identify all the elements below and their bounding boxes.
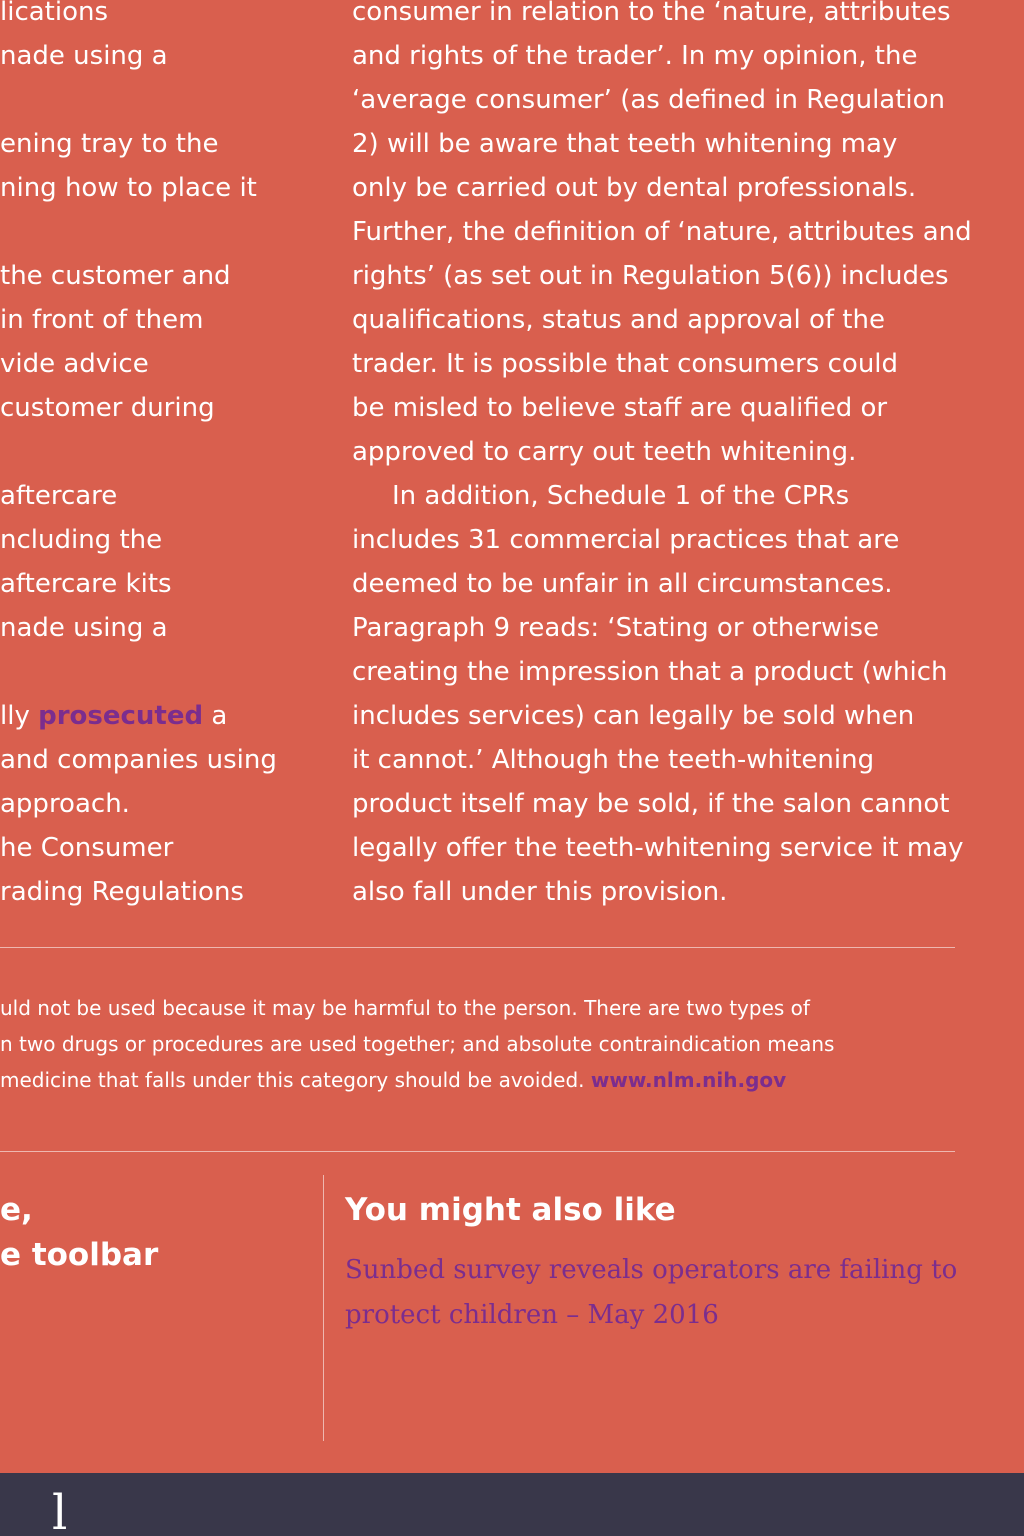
- text-line: aftercare: [0, 481, 118, 511]
- text-line: be misled to believe staff are qualified or: [352, 393, 888, 423]
- text-line: rights’ (as set out in Regulation 5(6)) includes: [352, 261, 949, 291]
- text-line: ening tray to the: [0, 129, 219, 159]
- footer-bar: [0, 1473, 1024, 1536]
- text-line: Paragraph 9 reads: ‘Stating or otherwise: [352, 613, 880, 643]
- text-line: only be carried out by dental professionals.: [352, 173, 917, 203]
- footnote-line: uld not be used because it may be harmful to the person. There are two types of: [0, 996, 810, 1020]
- text-line: nade using a: [0, 41, 168, 71]
- vertical-divider: [323, 1175, 324, 1441]
- text-line: vide advice: [0, 349, 149, 379]
- text-fragment: lly: [0, 701, 39, 731]
- text-line: consumer in relation to the ‘nature, attributes: [352, 0, 951, 27]
- text-line: also fall under this provision.: [352, 877, 728, 907]
- text-line: qualifications, status and approval of the: [352, 305, 885, 335]
- text-line: [0, 210, 320, 254]
- share-prompt: [0, 1188, 158, 1278]
- footnote-line: n two drugs or procedures are used together; and absolute contraindication means: [0, 1032, 835, 1056]
- related-article-link[interactable]: Sunbed survey reveals operators are failing to protect children – May 2016: [345, 1255, 958, 1330]
- footnote: [0, 990, 955, 1098]
- divider: [0, 947, 955, 948]
- related-articles: [345, 1190, 965, 1338]
- footnote-text: medicine that falls under this category should be avoided.: [0, 1068, 591, 1092]
- prosecuted-link[interactable]: prosecuted: [38, 701, 204, 731]
- text-line: the customer and: [0, 261, 231, 291]
- share-line: e,: [0, 1192, 33, 1228]
- text-line: [0, 650, 320, 694]
- text-line: [0, 78, 320, 122]
- text-line: in front of them: [0, 305, 204, 335]
- text-line: [0, 430, 320, 474]
- text-line: aftercare kits: [0, 569, 172, 599]
- text-line: ning how to place it: [0, 173, 257, 203]
- text-line: trader. It is possible that consumers could: [352, 349, 899, 379]
- text-line: rading Regulations: [0, 877, 244, 907]
- text-line: includes 31 commercial practices that are: [352, 525, 900, 555]
- text-line: ‘average consumer’ (as defined in Regulation: [352, 85, 946, 115]
- text-line: approved to carry out teeth whitening.: [352, 437, 857, 467]
- related-heading: You might also like: [345, 1192, 676, 1228]
- article-left-column: [0, 0, 320, 914]
- text-line: 2) will be aware that teeth whitening may: [352, 129, 898, 159]
- text-line: legally offer the teeth-whitening service it may: [352, 833, 964, 863]
- paragraph-start: In addition, Schedule 1 of the CPRs: [392, 481, 850, 511]
- share-line: e toolbar: [0, 1237, 159, 1273]
- text-line: it cannot.’ Although the teeth-whitening: [352, 745, 875, 775]
- text-fragment: a: [203, 701, 228, 731]
- text-line: and companies using: [0, 745, 277, 775]
- divider: [0, 1151, 955, 1152]
- text-line: he Consumer: [0, 833, 174, 863]
- text-line: approach.: [0, 789, 130, 819]
- text-line: creating the impression that a product (which: [352, 657, 948, 687]
- article-right-column: [352, 0, 972, 914]
- nlm-link[interactable]: www.nlm.nih.gov: [590, 1068, 787, 1092]
- text-line: lications: [0, 0, 109, 27]
- text-line: Further, the definition of ‘nature, attributes and: [352, 217, 972, 247]
- text-line: nade using a: [0, 613, 168, 643]
- text-line: ncluding the: [0, 525, 163, 555]
- text-line-prosecuted: [0, 694, 320, 738]
- text-line: customer during: [0, 393, 215, 423]
- footnote-line: [0, 1062, 955, 1098]
- text-line: includes services) can legally be sold when: [352, 701, 915, 731]
- text-line: product itself may be sold, if the salon cannot: [352, 789, 950, 819]
- footer-logo-fragment: l: [52, 1485, 68, 1536]
- text-line: and rights of the trader’. In my opinion, the: [352, 41, 918, 71]
- text-line: deemed to be unfair in all circumstances.: [352, 569, 893, 599]
